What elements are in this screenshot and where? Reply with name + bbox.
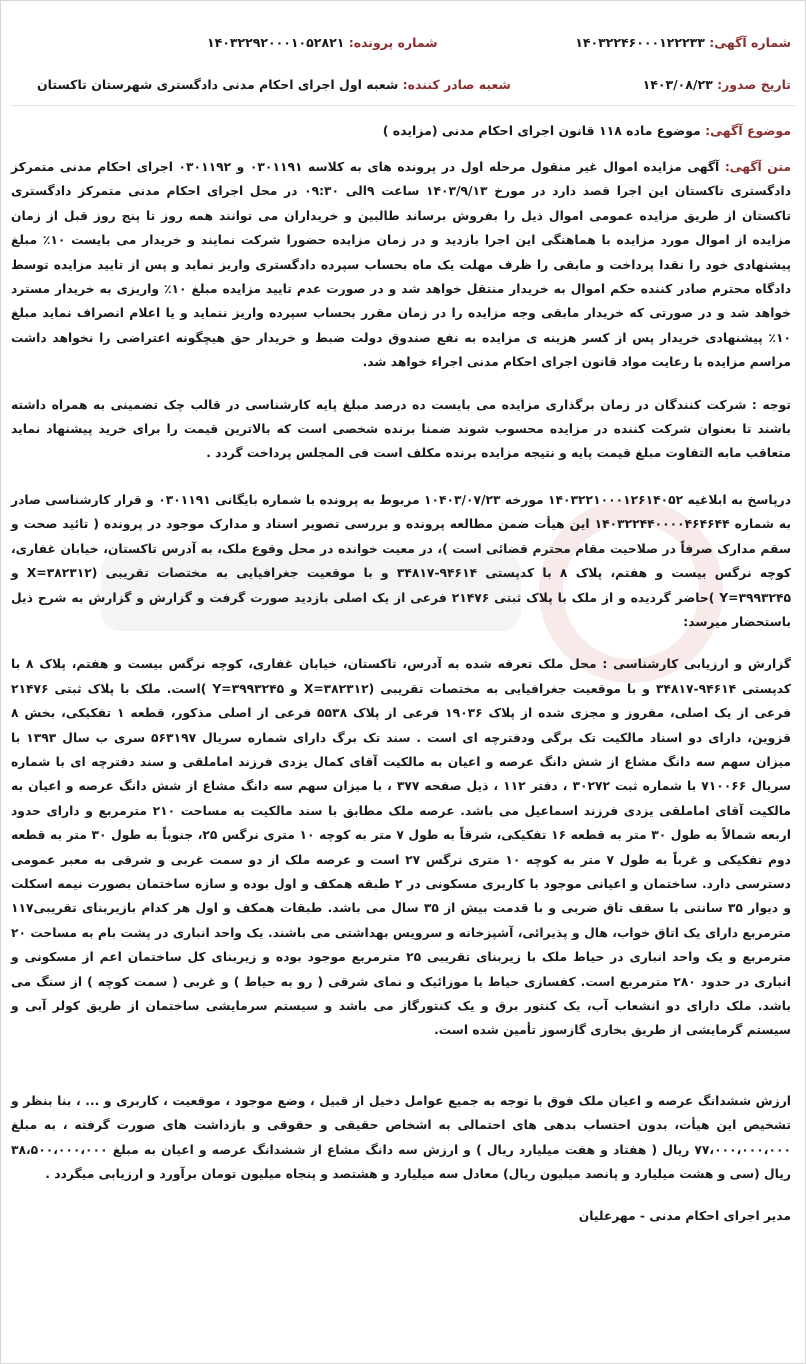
issue-date bbox=[643, 77, 791, 92]
body-text-label: متن آگهی: bbox=[724, 160, 791, 174]
notice-body bbox=[11, 155, 791, 1229]
body-paragraph-2: توجه : شرکت کنندگان در زمان برگذاری مزایده می بایست ده درصد مبلغ پایه کارشناسی در قالب چک تضمینی به همراه داشته باشند تا بعنوان شرکت کننده در مزایده محسوب شوند ضمنا برنده شخصی است که بالاترین قیمت را برای خرید پیشنهاد نماید متعاقب مابه التفاوت مبلغ قیمت پایه و نتیجه مزایده برنده مکلف است فی المجلس پرداخت گردد . bbox=[11, 397, 791, 461]
body-paragraph-1 bbox=[11, 155, 791, 375]
issuing-branch-value: شعبه اول اجرای احکام مدنی دادگستری شهرستان تاکستان bbox=[37, 77, 399, 92]
case-number-label: شماره پرونده: bbox=[348, 35, 438, 50]
spacer bbox=[11, 634, 791, 652]
issuing-branch-label: شعبه صادر کننده: bbox=[402, 77, 511, 92]
body-paragraph-1-text: آگهی مزایده اموال غیر منقول مرحله اول در پرونده های به کلاسه ۰۳۰۱۱۹۱ و ۰۳۰۱۱۹۲ اجرای احکام مدنی متمرکز دادگستری تاکستان این اجرا قصد دارد در مورخ ۱۴۰۳/۹/۱۳ ساعت ۹الی ۰۹:۳۰ در محل اجرای احکام مدنی متمرکز دادگستری تاکستان از طریق مزایده عمومی اموال ذیل را بفروش برساند طالبین و خریداران می توانند همه روز تا پنج روز قبل از زمان مزایده از اموال مورد مزایده با هماهنگی این اجرا بازدید و در زمان مزایده حضورا شرکت نمایند و خریدار می بایست ۱۰٪ مبلغ پیشنهادی خود را نقدا پرداخت و مابقی را ظرف مهلت یک ماه بحساب سپرده دادگستری واریز نماید و پس از تایید مزایده توسط دادگاه محترم صادر کننده حکم اموال به خریدار منتقل خواهد شد و در صورت عدم تایید مزایده مبلغ ۱۰٪ واریزی به خریدار مسترد خواهد شد و در صورتی که خریدار مابقی وجه مزایده را در زمان مقرر بحساب سپرده واریز ننماید و یا اعلام انصراف نماید مبلغ ۱۰٪ پیشنهادی خریدار پس از کسر هزینه ی مزایده به نفع صندوق دولت ضبط و خریدار حق هیچگونه اعتراضی را نخواهد داشت مراسم مزایده با رعایت مواد قانون اجرای احکام مدنی اجراء خواهد شد. bbox=[11, 160, 792, 370]
notice-number-value: ۱۴۰۳۲۲۴۶۰۰۰۱۲۲۲۳۳ bbox=[575, 35, 705, 50]
header-divider bbox=[11, 105, 795, 106]
issuing-branch bbox=[37, 77, 511, 92]
subject-label: موضوع آگهی: bbox=[705, 123, 791, 138]
spacer bbox=[11, 466, 791, 488]
case-number bbox=[207, 35, 438, 50]
issue-date-label: تاریخ صدور: bbox=[717, 77, 791, 92]
spacer bbox=[11, 1186, 791, 1204]
body-paragraph-3: درپاسخ به ابلاغیه ۱۴۰۳۲۲۱۰۰۰۱۲۶۱۴۰۵۲ مورخه ۱۰۴۰۳/۰۷/۲۳ مربوط به پرونده با شماره بایگانی ۰۳۰۱۱۹۱ و قرار کارشناسی صادر به شماره ۱۴۰۳۲۲۴۴۰۰۰۰۴۶۴۶۴۴ این هیأت ضمن مطالعه پرونده و بررسی تصویر اسناد و مدارک موجود در پرونده ( تائید صحت و سقم مدارک صرفاً در صلاحیت مقام محترم قضائی است )، در معیت خوانده در محل وقوع ملک، به آدرس تاکستان، خیابان غفاری، کوچه نرگس بیست و هفتم، پلاک ۸ با کدپستی ۹۴۶۱۴-۳۴۸۱۷ و با موقعیت جغرافیایی به مختصات تقریبی (۳۸۲۳۱۲=X و ۳۹۹۳۲۴۵=Y )حاضر گردیده و از ملک با پلاک ثبتی ۲۱۴۷۶ فرعی از یک اصلی بازدید صورت گرفت و گزارش و گزارش به شرح ذیل باستحضار میرسد: bbox=[11, 492, 792, 629]
spacer bbox=[11, 375, 791, 393]
body-paragraph-5: ارزش ششدانگ عرصه و اعیان ملک فوق با توجه به جمیع عوامل دخیل از قبیل ، وضع موجود ، موقعیت ، کاربری و ... ، بنا بنظر و تشخیص این هیأت، بدون احتساب بدهی های احتمالی به اشخاص حقیقی و حقوقی و بازداشت های صورت گرفته ، به مبلغ ۷۷،۰۰۰،۰۰۰،۰۰۰ ریال ( هفتاد و هفت میلیارد ریال ) و ارزش سه دانگ مشاع از ششدانگ عرصه و اعیان به مبلغ ۳۸،۵۰۰،۰۰۰،۰۰۰ ریال (سی و هشت میلیارد و پانصد میلیون ریال) معادل سه میلیارد و هشتصد و پنجاه میلیون تومان برآورد و ارزیابی میگردد . bbox=[11, 1093, 791, 1182]
notice-number-label: شماره آگهی: bbox=[709, 35, 791, 50]
issue-date-value: ۱۴۰۳/۰۸/۲۳ bbox=[642, 77, 713, 92]
notice-subject bbox=[383, 123, 791, 138]
subject-value: موضوع ماده ۱۱۸ قانون اجرای احکام مدنی (مزایده ) bbox=[382, 123, 701, 138]
signature: مدیر اجرای احکام مدنی - مهرعلیان bbox=[578, 1209, 791, 1224]
body-paragraph-4: گزارش و ارزیابی کارشناسی : محل ملک تعرفه شده به آدرس، تاکستان، خیابان غفاری، کوچه نرگس بیست و هفتم، پلاک ۸ با کدپستی ۹۴۶۱۴-۳۴۸۱۷ و با موقعیت جغرافیایی به مختصات تقریبی (۳۸۲۳۱۲=X و ۳۹۹۳۲۴۵=Y )است. ملک با پلاک ثبتی ۲۱۴۷۶ فرعی از یک اصلی، مفروز و مجزی شده از پلاک ۱۹۰۳۶ فرعی از پلاک ۵۵۳۸ فرعی از اصلی مذکور، قطعه ۱ تفکیکی، بخش ۸ قزوین، دارای دو اسناد مالکیت تک برگی ودفترچه ای است . سند تک برگ دارای شماره سریال ۵۶۳۱۹۷ سری ب سال ۱۳۹۳ با میزان سهم سه دانگ مشاع از شش دانگ عرصه و اعیان به مالکیت آقای کمال یزدی فرزند اماملقی و سند دفترچه ای با شماره سریال ۷۱۰۰۶۶ با شماره ثبت ۳۰۲۷۲ ، دفتر ۱۱۲ ، ذیل صفحه ۳۷۷ ، با میزان سهم سه دانگ مشاع از شش دانگ عرصه و اعیان به مالکیت آقای اماملقی یزدی فرزند اسماعیل می باشد. عرصه ملک مطابق با سند مالکیت به مساحت ۲۱۰ مترمربع و دارای حدود اربعه شمالاً به طول ۳۰ متر به قطعه ۱۶ تفکیکی، شرقاً به طول ۷ متر به کوچه ۱۰ متری نرگس ۲۵، جنوباً به طول ۳۰ متر به قطعه دوم تفکیکی و غرباً به طول ۷ متر به کوچه ۱۰ متری نرگس ۲۷ است و عرصه ملک از دو سمت غربی و شرقی به معبر عمومی دسترسی دارد. ساختمان و اعیانی موجود با کاربری مسکونی در ۲ طبقه همکف و اول بوده و سازه ساختمان بصورت نیمه اسکلت و دیوار ۳۵ سانتی با سقف تاق ضربی و با قدمت بیش از ۳۵ سال می باشد. طبقات همکف و اول هر کدام بازیربنای تقریبی۱۱۷ مترمربع دارای یک اتاق خواب، هال و پذیرائی، آشپزخانه و سرویس بهداشتی می باشند. یک واحد انباری در پشت بام به مساحت ۲۰ مترمربع و یک واحد انباری در حیاط ملک با زیربنای تقریبی ۲۵ مترمربع موجود بوده و زیربنای کل ساختمان اعم از مسکونی و انباری در حدود ۲۸۰ مترمربع است. کفسازی حیاط با موزائیک و نمای شرقی ( رو به حیاط ) و غربی ( سمت کوچه ) از سنگ می باشد. ملک دارای دو انشعاب آب، یک کنتور برق و یک کنتورگاز می باشد و سیستم سرمایشی ساختمان از طریق کولر آبی و سیستم گرمایشی از طریق بخاری گازسوز تأمین شده است. bbox=[11, 657, 792, 1038]
case-number-value: ۱۴۰۳۲۲۹۲۰۰۰۱۰۵۲۸۲۱ bbox=[207, 35, 345, 50]
notice-number bbox=[575, 35, 791, 50]
spacer bbox=[11, 1043, 791, 1089]
